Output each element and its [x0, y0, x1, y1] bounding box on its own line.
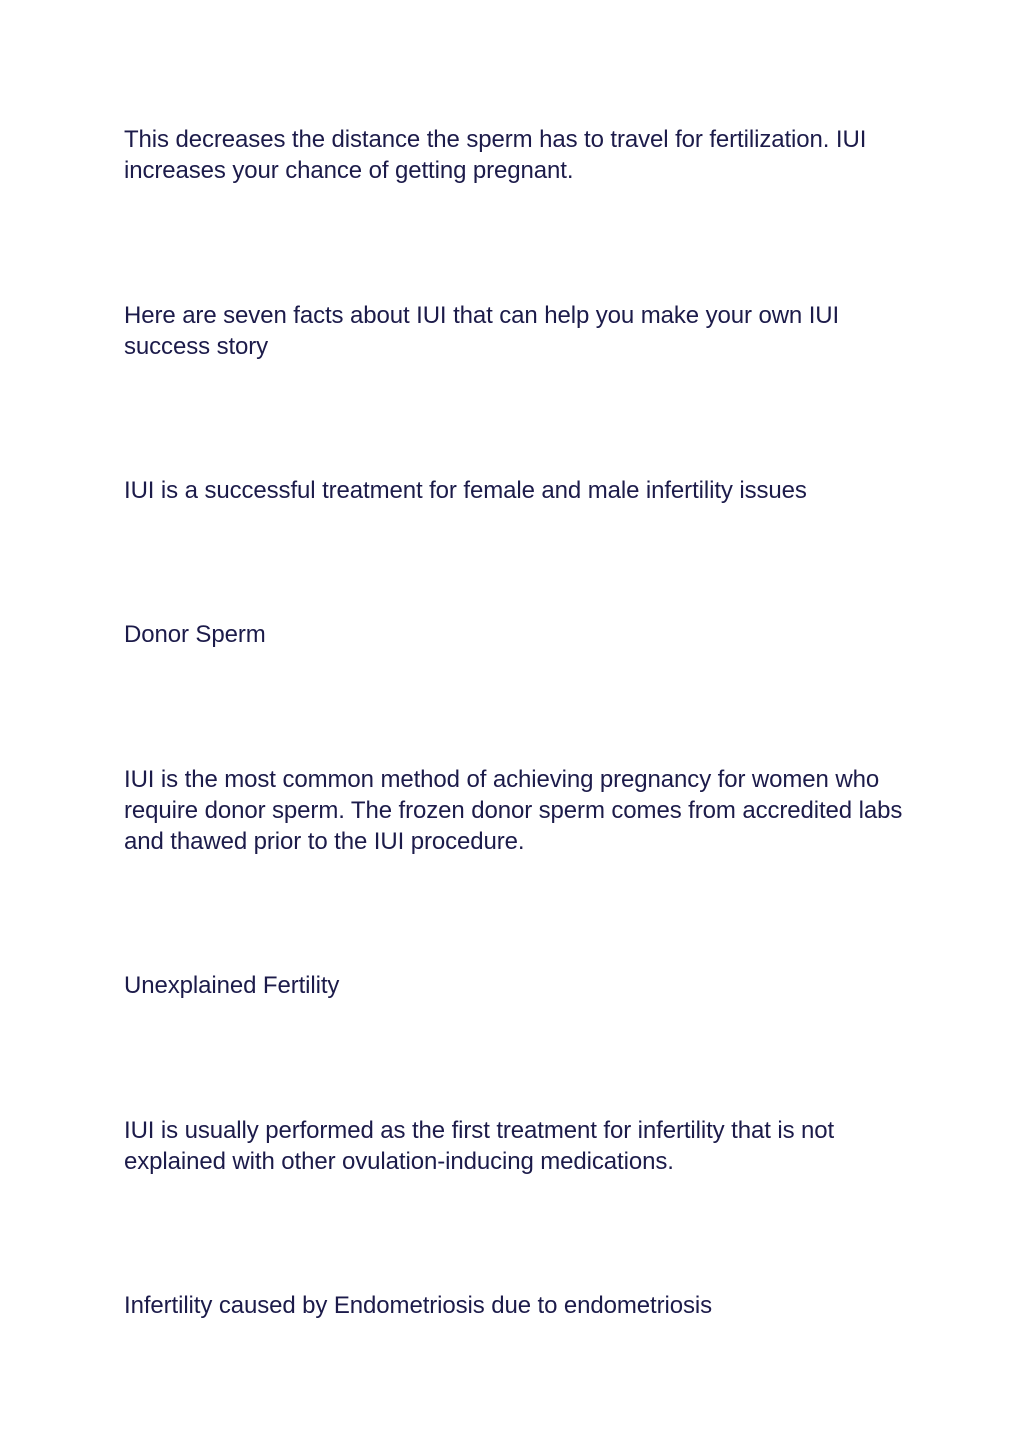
heading-donor-sperm: Donor Sperm: [124, 621, 266, 648]
paragraph-unexplained-fertility: IUI is usually performed as the first treatment for infertility that is not explained with other ovulation-inducing medications.: [124, 1117, 835, 1175]
paragraph-successful-treatment: IUI is a successful treatment for female and male infertility issues: [124, 477, 807, 504]
heading-endometriosis: Infertility caused by Endometriosis due to endometriosis: [124, 1292, 713, 1319]
paragraph-seven-facts: Here are seven facts about IUI that can help you make your own IUI success story: [124, 302, 840, 360]
paragraph-donor-sperm: IUI is the most common method of achieving pregnancy for women who require donor sperm. The frozen donor sperm comes from accredited labs and thawed prior to the IUI procedure.: [124, 766, 903, 855]
heading-unexplained-fertility: Unexplained Fertility: [124, 972, 340, 999]
paragraph-travel-distance: This decreases the distance the sperm has to travel for fertilization. IUI increases your chance of getting pregnant.: [124, 126, 867, 184]
